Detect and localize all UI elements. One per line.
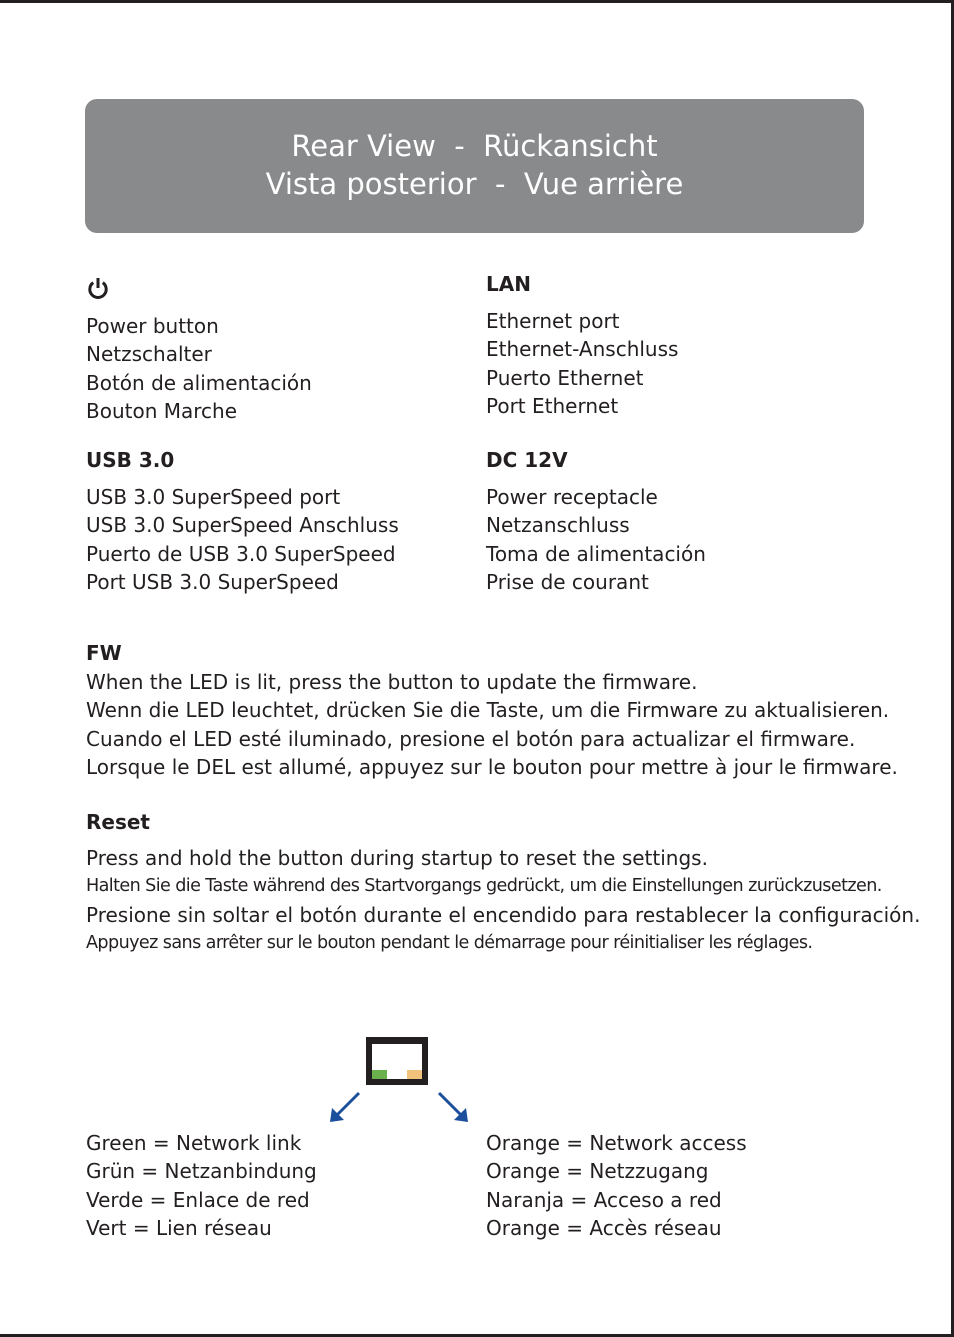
usb-line-fr: Port USB 3.0 SuperSpeed <box>86 569 339 594</box>
usb-line-en: USB 3.0 SuperSpeed port <box>86 485 341 509</box>
lan-line-de: Ethernet-Anschluss <box>486 337 679 362</box>
title-line-2: Vista posterior - Vue arrière <box>265 167 684 201</box>
fw-line-es: Cuando el LED esté iluminado, presione el botón para actualizar el firmware. <box>86 726 856 751</box>
orange-line-de: Orange = Netzzugang <box>486 1159 709 1184</box>
power-line-de: Netzschalter <box>86 342 212 367</box>
orange-led-indicator <box>407 1070 422 1079</box>
lan-heading: LAN <box>486 272 531 296</box>
reset-line-fr: Appuyez sans arrêter sur le bouton pendant le démarrage pour réinitialiser les réglages. <box>86 932 813 953</box>
usb-line-es: Puerto de USB 3.0 SuperSpeed <box>86 541 396 566</box>
ethernet-port-diagram <box>366 1037 428 1085</box>
power-line-en: Power button <box>86 314 219 338</box>
reset-section <box>86 810 920 957</box>
power-section <box>86 277 312 425</box>
power-line-es: Botón de alimentación <box>86 370 312 395</box>
orange-line-es: Naranja = Acceso a red <box>486 1187 722 1212</box>
reset-line-es: Presione sin soltar el botón durante el encendido para restablecer la configuración. <box>86 902 921 927</box>
lan-line-es: Puerto Ethernet <box>486 365 644 390</box>
dc-line-es: Toma de alimentación <box>486 541 706 566</box>
usb-heading: USB 3.0 <box>86 448 175 472</box>
orange-line-fr: Orange = Accès réseau <box>486 1215 722 1240</box>
arrow-down-right-icon <box>436 1090 470 1124</box>
title-banner <box>85 99 864 233</box>
fw-heading: FW <box>86 641 122 665</box>
orange-line-en: Orange = Network access <box>486 1131 747 1155</box>
arrow-down-left-icon <box>328 1090 362 1124</box>
green-led-legend <box>86 1129 317 1242</box>
green-line-de: Grün = Netzanbindung <box>86 1159 317 1184</box>
usb-line-de: USB 3.0 SuperSpeed Anschluss <box>86 513 399 538</box>
green-line-es: Verde = Enlace de red <box>86 1187 310 1212</box>
dc-heading: DC 12V <box>486 448 568 472</box>
page-border-top <box>0 0 954 3</box>
green-led-indicator <box>372 1070 387 1079</box>
green-line-en: Green = Network link <box>86 1131 302 1155</box>
dc-line-fr: Prise de courant <box>486 569 649 594</box>
lan-line-fr: Port Ethernet <box>486 393 619 418</box>
reset-heading: Reset <box>86 810 150 834</box>
green-line-fr: Vert = Lien réseau <box>86 1215 272 1240</box>
fw-line-en: When the LED is lit, press the button to update the firmware. <box>86 670 698 694</box>
fw-line-de: Wenn die LED leuchtet, drücken Sie die Taste, um die Firmware zu aktualisieren. <box>86 698 890 723</box>
dc-section <box>486 448 706 596</box>
reset-line-de: Halten Sie die Taste während des Startvorgangs gedrückt, um die Einstellungen zurückzusetzen. <box>86 876 882 897</box>
orange-led-legend <box>486 1129 747 1242</box>
dc-line-de: Netzanschluss <box>486 513 630 538</box>
lan-line-en: Ethernet port <box>486 309 620 333</box>
fw-line-fr: Lorsque le DEL est allumé, appuyez sur le bouton pour mettre à jour le firmware. <box>86 754 898 779</box>
reset-line-en: Press and hold the button during startup to reset the settings. <box>86 846 708 870</box>
usb-section <box>86 448 399 596</box>
dc-line-en: Power receptacle <box>486 485 658 509</box>
power-icon <box>86 277 110 301</box>
power-line-fr: Bouton Marche <box>86 398 238 423</box>
title-line-1: Rear View - Rückansicht <box>291 129 658 163</box>
fw-section <box>86 641 898 781</box>
lan-section <box>486 272 678 420</box>
